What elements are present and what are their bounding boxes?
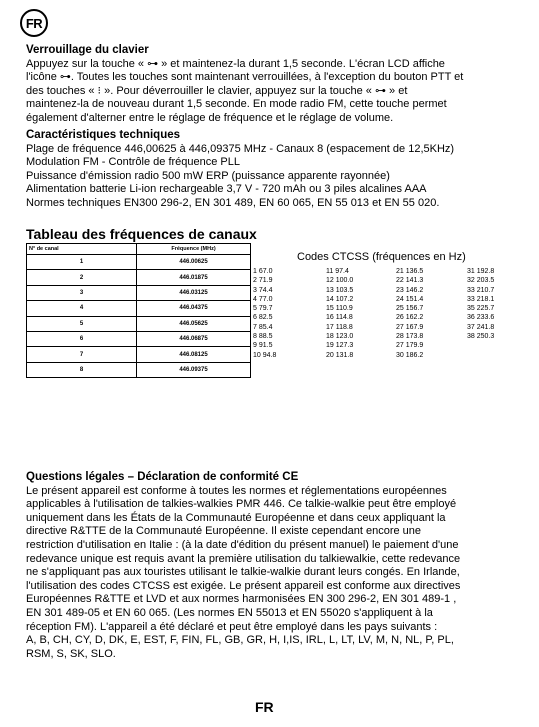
keypad-lock-line: l'icône ⊶. Toutes les touches sont maintenant verrouillées, à l'exception du bouton PTT et bbox=[26, 71, 464, 84]
table-row bbox=[27, 347, 251, 362]
channel-cell: 4 bbox=[27, 301, 137, 316]
ctcss-code: 28 173.8 bbox=[396, 333, 424, 341]
table-row bbox=[27, 301, 251, 316]
ctcss-column-3 bbox=[396, 267, 423, 360]
spec-line: Normes techniques EN300 296-2, EN 301 489, EN 60 065, EN 55 013 et EN 55 020. bbox=[26, 196, 440, 209]
ctcss-code: 9 91.5 bbox=[253, 342, 273, 350]
frequency-cell: 446.00625 bbox=[137, 255, 251, 270]
frequency-cell: 446.03125 bbox=[137, 285, 251, 300]
keypad-lock-line: des touches « ⁝ ». Pour déverrouiller le clavier, appuyez sur la touche « ⊶ » et bbox=[26, 84, 408, 97]
legal-line: RSM, S, SK, SLO. bbox=[26, 647, 116, 660]
ctcss-code: 3 74.4 bbox=[253, 286, 273, 294]
ctcss-code: 31 192.8 bbox=[467, 268, 495, 275]
ctcss-code: 6 82.5 bbox=[253, 314, 273, 322]
ctcss-code: 17 118.8 bbox=[326, 323, 353, 331]
table-row bbox=[27, 285, 251, 300]
channel-cell: 6 bbox=[27, 331, 137, 346]
ctcss-code: 27 179.9 bbox=[396, 342, 424, 350]
legal-section bbox=[26, 471, 516, 661]
ctcss-code: 35 225.7 bbox=[467, 305, 495, 313]
table-row bbox=[27, 255, 251, 270]
ctcss-code: 26 162.2 bbox=[396, 314, 424, 322]
ctcss-code: 7 85.4 bbox=[253, 323, 273, 331]
ctcss-code: 33 218.1 bbox=[467, 295, 495, 303]
frequency-cell: 446.04375 bbox=[137, 301, 251, 316]
legal-line: restriction d'utilisation en Italie : (à la date d'édition du présent manuel) le paiement d'une bbox=[26, 538, 459, 551]
ctcss-code: 13 103.5 bbox=[326, 286, 354, 294]
legal-line: redevance unique est requis avant la première utilisation du talkiewalkie, cette redevance bbox=[26, 552, 461, 565]
ctcss-code: 16 114.8 bbox=[326, 314, 353, 322]
ctcss-code: 2 71.9 bbox=[253, 277, 273, 285]
ctcss-code: 22 141.3 bbox=[396, 277, 424, 285]
channel-cell: 3 bbox=[27, 285, 137, 300]
ctcss-code: 11 97.4 bbox=[326, 268, 349, 275]
channel-cell: 1 bbox=[27, 255, 137, 270]
table-row bbox=[27, 331, 251, 346]
channel-cell: 7 bbox=[27, 347, 137, 362]
keypad-lock-heading: Verrouillage du clavier bbox=[26, 44, 149, 56]
ctcss-code: 4 77.0 bbox=[253, 295, 273, 303]
legal-line: applicables à l'utilisation de talkies-walkies PMR 446. Ce talkie-walkie peut être employé bbox=[26, 498, 457, 511]
legal-line: uniquement dans les États de la Communauté Européenne et dans ceux appliquant la bbox=[26, 511, 446, 524]
ctcss-code: 10 94.8 bbox=[253, 351, 277, 359]
legal-line: Le présent appareil est conforme à toutes les normes et réglementations européennes bbox=[26, 484, 447, 497]
keypad-lock-line: également d'alterner entre le réglage de fréquence et le réglage de volume. bbox=[26, 111, 394, 124]
legal-line: EN 301 489-05 et EN 60 065. (Les normes EN 55013 et EN 55020 s'appliquent à la bbox=[26, 606, 433, 619]
frequency-cell: 446.08125 bbox=[137, 347, 251, 362]
ctcss-column-2 bbox=[326, 267, 353, 360]
ctcss-code: 33 210.7 bbox=[467, 286, 495, 294]
channel-cell: 5 bbox=[27, 316, 137, 331]
ctcss-code: 37 241.8 bbox=[467, 323, 495, 331]
ctcss-code: 32 203.5 bbox=[467, 277, 495, 285]
spec-line: Alimentation batterie Li-ion rechargeable 3,7 V - 720 mAh ou 3 piles alcalines AAA bbox=[26, 183, 427, 196]
frequency-cell: 446.09375 bbox=[137, 362, 251, 377]
ctcss-code: 14 107.2 bbox=[326, 295, 354, 303]
ctcss-code: 38 250.3 bbox=[467, 333, 495, 341]
ctcss-code: 1 67.0 bbox=[253, 268, 273, 275]
ctcss-code: 36 233.6 bbox=[467, 314, 495, 322]
keypad-lock-section bbox=[26, 44, 516, 126]
table-header-row bbox=[27, 244, 251, 255]
frequency-table bbox=[26, 243, 251, 378]
table-row bbox=[27, 316, 251, 331]
technical-specs-section bbox=[26, 129, 516, 211]
column-header-frequency: Fréquence (MHz) bbox=[137, 244, 251, 255]
channel-cell: 2 bbox=[27, 270, 137, 285]
table-row bbox=[27, 362, 251, 377]
page-footer-language: FR bbox=[255, 699, 274, 715]
ctcss-column-1 bbox=[253, 267, 276, 360]
legal-line: A, B, CH, CY, D, DK, E, EST, F, FIN, FL, GB, GR, H, I,IS, IRL, L, LT, LV, M, N, NL, P, PL, bbox=[26, 634, 454, 647]
ctcss-code: 27 167.9 bbox=[396, 323, 424, 331]
legal-line: réception FM). L'appareil a été déclaré et peut être employé dans les pays suivants : bbox=[26, 620, 438, 633]
frequency-table-title: Tableau des fréquences de canaux bbox=[26, 226, 257, 242]
table-row bbox=[27, 270, 251, 285]
legal-line: ne s'appliquant pas aux touristes utilisant le talkie-walkie durant leurs congés. En Irlande, bbox=[26, 566, 460, 579]
frequency-cell: 446.01875 bbox=[137, 270, 251, 285]
language-badge: FR bbox=[20, 9, 48, 37]
channel-cell: 8 bbox=[27, 362, 137, 377]
ctcss-code: 19 127.3 bbox=[326, 342, 354, 350]
legal-heading: Questions légales – Déclaration de conformité CE bbox=[26, 471, 299, 483]
spec-line: Puissance d'émission radio 500 mW ERP (puissance apparente rayonnée) bbox=[26, 169, 390, 182]
ctcss-code: 24 151.4 bbox=[396, 295, 424, 303]
ctcss-code: 15 110.9 bbox=[326, 305, 353, 313]
frequency-cell: 446.05625 bbox=[137, 316, 251, 331]
ctcss-code: 12 100.0 bbox=[326, 277, 354, 285]
ctcss-code: 5 79.7 bbox=[253, 305, 273, 313]
ctcss-code: 8 88.5 bbox=[253, 333, 273, 341]
ctcss-code: 18 123.0 bbox=[326, 333, 354, 341]
ctcss-code: 30 186.2 bbox=[396, 351, 424, 359]
keypad-lock-line: maintenez-la de nouveau durant 1,5 seconde. En mode radio FM, cette touche permet bbox=[26, 98, 447, 111]
frequency-cell: 446.06875 bbox=[137, 331, 251, 346]
ctcss-title: Codes CTCSS (fréquences en Hz) bbox=[297, 251, 466, 263]
technical-specs-heading: Caractéristiques techniques bbox=[26, 129, 181, 141]
column-header-channel: N° de canal bbox=[27, 244, 137, 255]
ctcss-column-4 bbox=[467, 267, 494, 341]
legal-line: directive R&TTE de la Communauté Européenne. Il existe cependant encore une bbox=[26, 525, 422, 538]
ctcss-code: 23 146.2 bbox=[396, 286, 424, 294]
ctcss-code: 21 136.5 bbox=[396, 268, 424, 275]
ctcss-code: 20 131.8 bbox=[326, 351, 354, 359]
spec-line: Plage de fréquence 446,00625 à 446,09375 MHz - Canaux 8 (espacement de 12,5KHz) bbox=[26, 142, 455, 155]
ctcss-code: 25 156.7 bbox=[396, 305, 424, 313]
legal-line: Européennes R&TTE et LVD et aux normes harmonisées EN 300 296-2, EN 301 489-1 , bbox=[26, 593, 457, 606]
legal-line: l'utilisation des codes CTCSS est exigée. Le présent appareil est conforme aux directives bbox=[26, 579, 461, 592]
keypad-lock-line: Appuyez sur la touche « ⊶ » et maintenez-la durant 1,5 seconde. L'écran LCD affiche bbox=[26, 57, 445, 70]
spec-line: Modulation FM - Contrôle de fréquence PLL bbox=[26, 156, 241, 169]
